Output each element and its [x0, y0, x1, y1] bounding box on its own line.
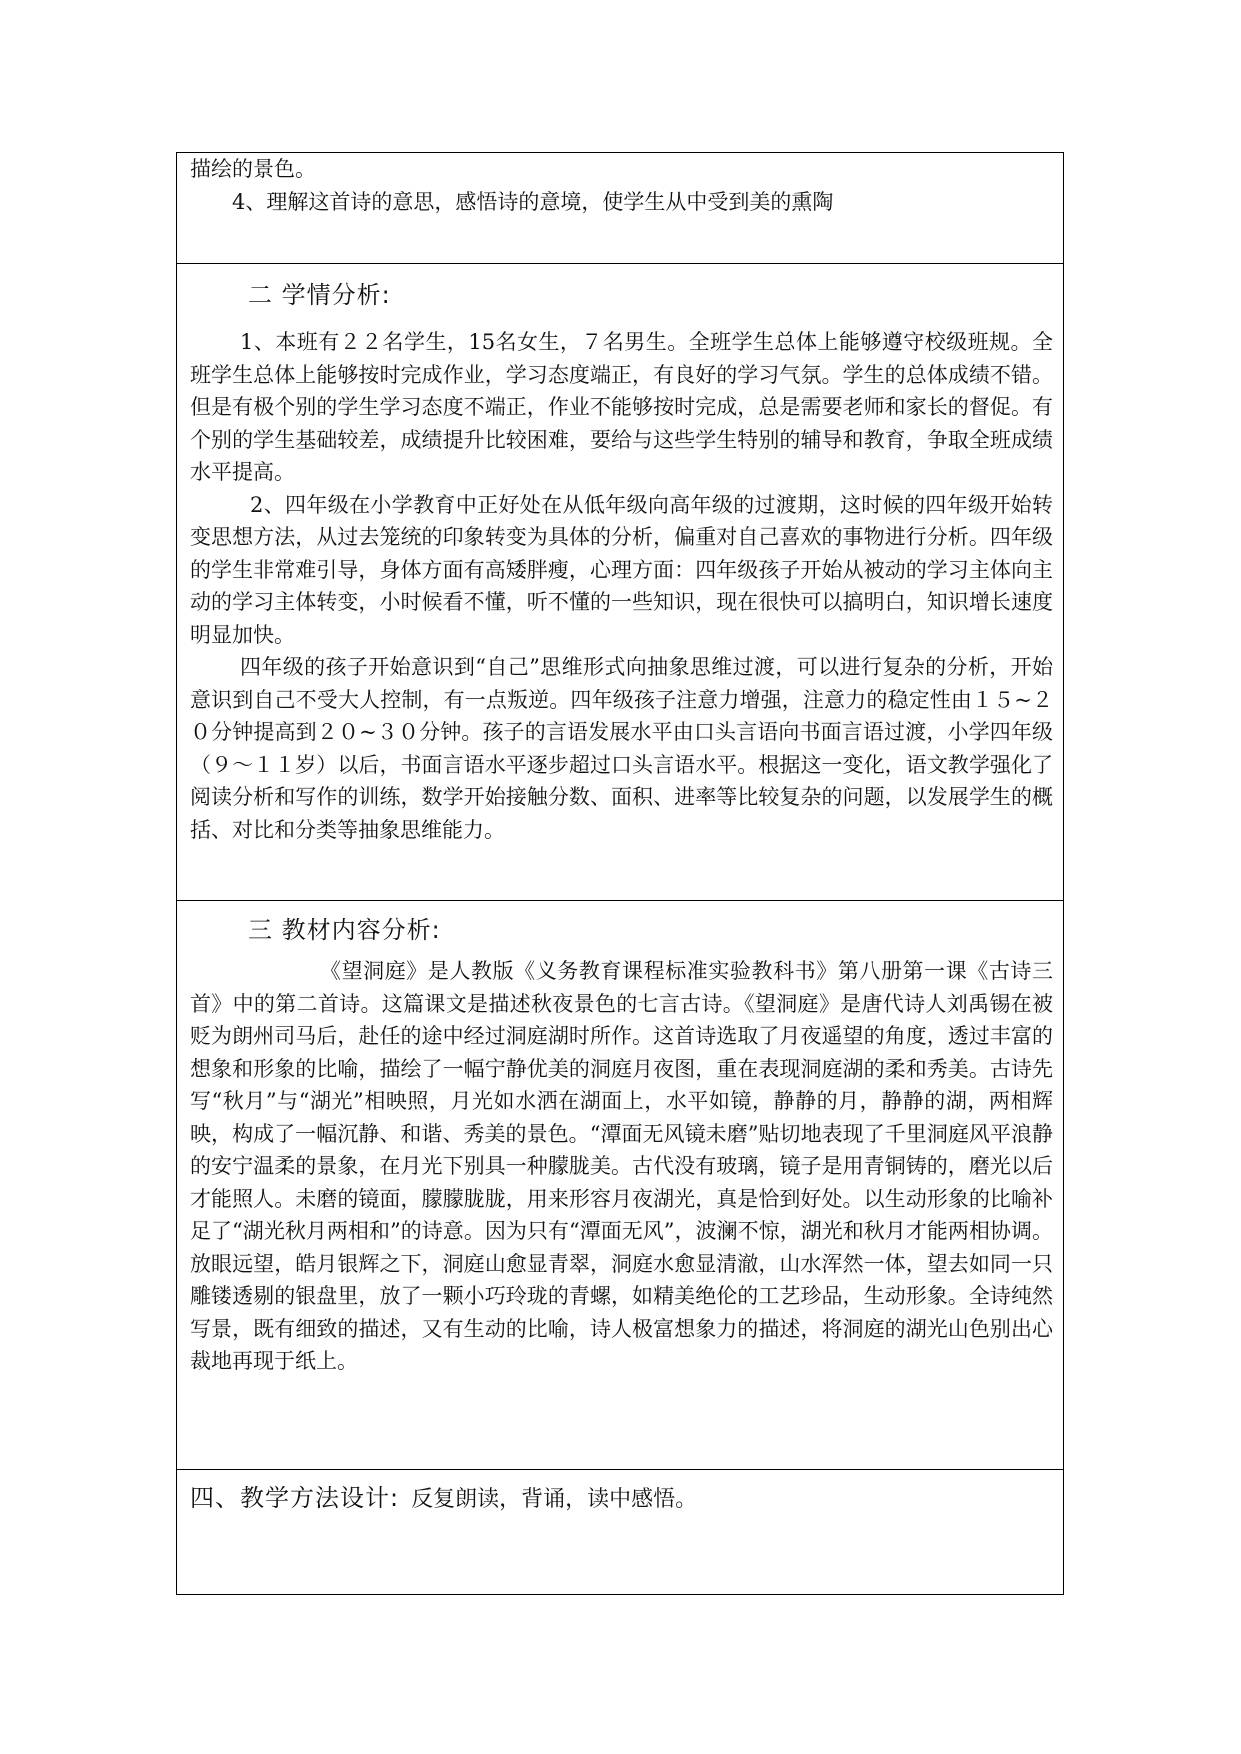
objectives-continued-line: 描绘的景色。 [190, 157, 316, 181]
textbook-analysis-cell [177, 901, 1064, 1470]
lesson-plan-table [176, 152, 1064, 1595]
student-analysis-cell [177, 264, 1064, 901]
student-analysis-paragraph-1: 1、本班有２２名学生，15名女生，７名男生。全班学生总体上能够遵守校级班规。全班学生总体上能够按时完成作业，学习态度端正，有良好的学习气氛。学生的总体成绩不错。但是有极个别的学生学习态度不端正，作业不能够按时完成，总是需要老师和家长的督促。有个别的学生基础较差，成绩提升比较困难，要给与这些学生特别的辅导和教育，争取全班成绩水平提高。 [190, 330, 1053, 484]
row-textbook-analysis [177, 901, 1064, 1470]
row-objectives-continued [177, 153, 1064, 264]
row-student-analysis [177, 264, 1064, 901]
objective-item-4: 4、理解这首诗的意思，感悟诗的意境，使学生从中受到美的熏陶 [232, 189, 834, 214]
textbook-analysis-paragraph: 《望洞庭》是人教版《义务教育课程标准实验教科书》第八册第一课《古诗三首》中的第二首诗。这篇课文是描述秋夜景色的七言古诗。《望洞庭》是唐代诗人刘禹锡在被贬为朗州司马后，赴任的途中经过洞庭湖时所作。这首诗选取了月夜遥望的角度，透过丰富的想象和形象的比喻，描绘了一幅宁静优美的洞庭月夜图，重在表现洞庭湖的柔和秀美。古诗先写“秋月”与“湖光”相映照，月光如水洒在湖面上，水平如镜，静静的月，静静的湖，两相辉映，构成了一幅沉静、和谐、秀美的景色。“潭面无风镜未磨”贴切地表现了千里洞庭风平浪静的安宁温柔的景象，在月光下别具一种朦胧美。古代没有玻璃，镜子是用青铜铸的，磨光以后才能照人。未磨的镜面，朦朦胧胧，用来形容月夜湖光，真是恰到好处。以生动形象的比喻补足了“湖光秋月两相和”的诗意。因为只有“潭面无风”，波澜不惊，湖光和秋月才能两相协调。放眼远望，皓月银辉之下，洞庭山愈显青翠，洞庭水愈显清澈，山水浑然一体，望去如同一只雕镂透剔的银盘里，放了一颗小巧玲珑的青螺，如精美绝伦的工艺珍品，生动形象。全诗纯然写景，既有细致的描述，又有生动的比喻，诗人极富想象力的描述，将洞庭的湖光山色别出心裁地再现于纸上。 [190, 959, 1053, 1373]
objectives-cell [177, 153, 1064, 264]
teaching-method-line [190, 1482, 1053, 1517]
row-teaching-method [177, 1470, 1064, 1595]
teaching-method-heading: 四、教学方法设计: [190, 1484, 400, 1512]
student-analysis-paragraph-3: 四年级的孩子开始意识到“自己”思维形式向抽象思维过渡，可以进行复杂的分析，开始意识到自己不受大人控制，有一点叛逆。四年级孩子注意力增强，注意力的稳定性由１５~２０分钟提高到２０~３０分钟。孩子的言语发展水平由口头言语向书面言语过渡，小学四年级（９～１１岁）以后，书面言语水平逐步超过口头言语水平。根据这一变化，语文教学强化了阅读分析和写作的训练，数学开始接触分数、面积、进率等比较复杂的问题，以发展学生的概括、对比和分类等抽象思维能力。 [190, 655, 1053, 842]
teaching-method-cell [177, 1470, 1064, 1595]
textbook-analysis-heading: 三 教材内容分析: [248, 916, 441, 944]
student-analysis-heading: 二 学情分析: [248, 281, 391, 309]
teaching-method-text: 反复朗读，背诵，读中感悟。 [411, 1487, 698, 1512]
student-analysis-paragraph-2: 2、四年级在小学教育中正好处在从低年级向高年级的过渡期，这时候的四年级开始转变思想方法，从过去笼统的印象转变为具体的分析，偏重对自己喜欢的事物进行分析。四年级的学生非常难引导，身体方面有高矮胖瘦，心理方面：四年级孩子开始从被动的学习主体向主动的学习主体转变，小时候看不懂，听不懂的一些知识，现在很快可以搞明白，知识增长速度明显加快。 [190, 492, 1053, 647]
